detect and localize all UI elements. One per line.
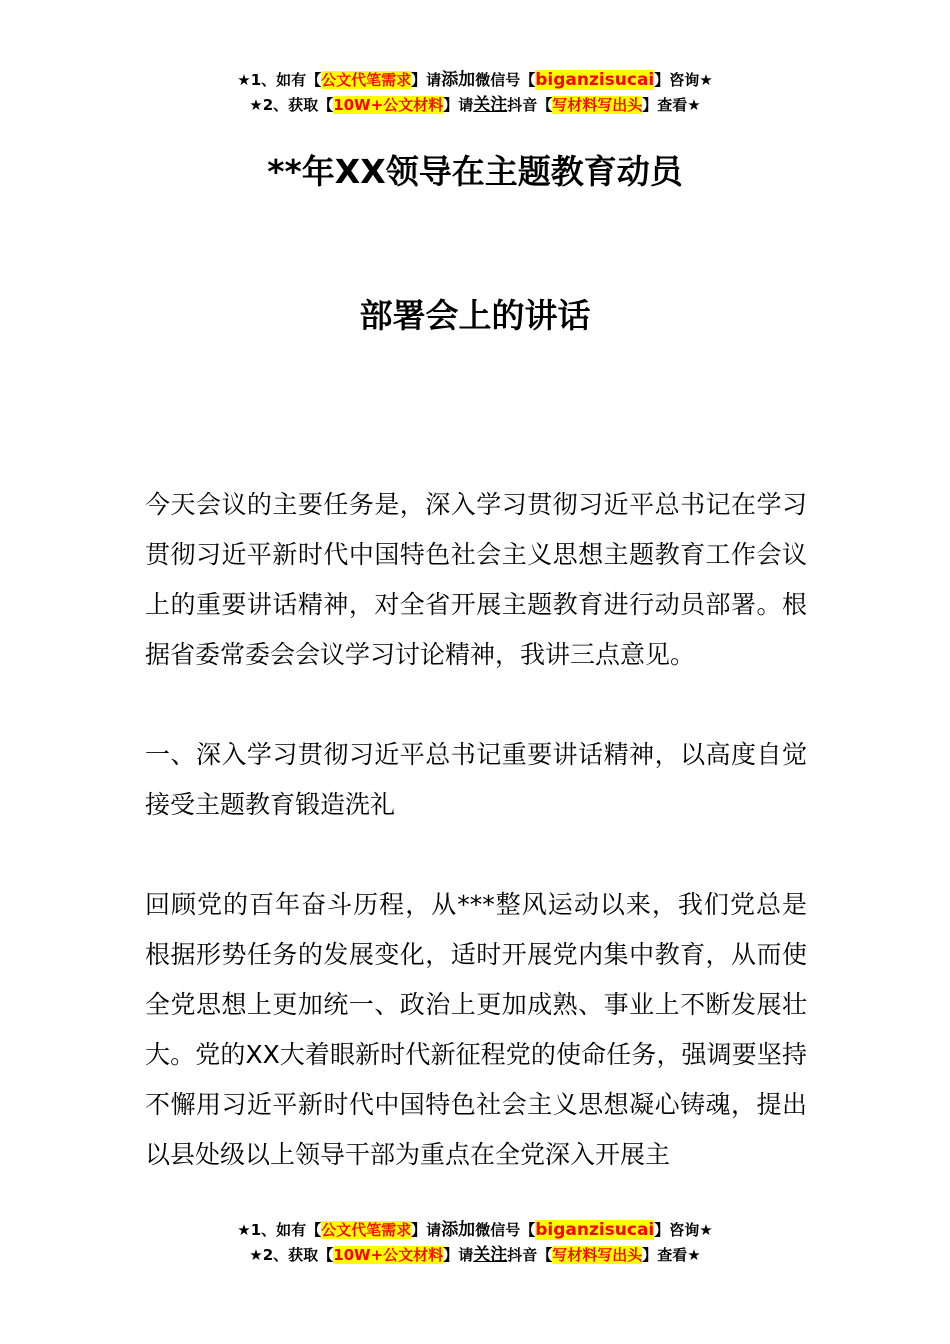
section-heading-1: 一、深入学习贯彻习近平总书记重要讲话精神，以高度自觉接受主题教育锻造洗礼	[145, 740, 807, 819]
banner-line-2	[0, 1243, 950, 1268]
banner-text: 微信号【	[475, 1221, 536, 1239]
banner-highlight: 10W+公文材料	[333, 96, 444, 114]
document-title-line-1: **年XX领导在主题教育动员	[267, 152, 683, 191]
banner-text: ★1、如有【	[237, 71, 322, 89]
document-title-line-2: 部署会上的讲话	[359, 296, 591, 335]
banner-text: 】请	[411, 71, 442, 89]
banner-highlight-douyin: 写材料写出头	[552, 96, 643, 114]
banner-line-1	[0, 68, 950, 93]
banner-line-2	[0, 93, 950, 118]
header-banner	[0, 68, 950, 118]
banner-text: 微信号【	[475, 71, 536, 89]
banner-text: ★2、获取【	[249, 96, 334, 114]
banner-text: 】请	[443, 1246, 474, 1264]
banner-text: 】查看★	[642, 96, 701, 114]
paragraph-history: 回顾党的百年奋斗历程，从***整风运动以来，我们党总是根据形势任务的发展变化，适时开展党内集中教育，从而使全党思想上更加统一、政治上更加成熟、事业上不断发展壮大。党的XX大着眼新时代新征程党的使命任务，强调要坚持不懈用习近平新时代中国特色社会主义思想凝心铸魂，提出以县处级以上领导干部为重点在全党深入开展主	[145, 890, 807, 1169]
banner-highlight-wechat-id: biganzisucai	[535, 70, 655, 90]
banner-text: 抖音【	[507, 96, 553, 114]
banner-text: 】请	[411, 1221, 442, 1239]
paragraph-intro: 今天会议的主要任务是，深入学习贯彻习近平总书记在学习贯彻习近平新时代中国特色社会主义思想主题教育工作会议上的重要讲话精神，对全省开展主题教育进行动员部署。根据省委常委会会议学习讨论精神，我讲三点意见。	[145, 490, 807, 669]
banner-emphasis: 关注	[473, 1245, 508, 1265]
banner-highlight-douyin: 写材料写出头	[552, 1246, 643, 1264]
banner-emphasis: 添加	[441, 70, 476, 90]
banner-highlight: 公文代笔需求	[321, 71, 412, 89]
banner-text: 】查看★	[642, 1246, 701, 1264]
banner-text: 抖音【	[507, 1246, 553, 1264]
banner-emphasis: 关注	[473, 95, 508, 115]
footer-banner	[0, 1218, 950, 1268]
banner-highlight: 公文代笔需求	[321, 1221, 412, 1239]
banner-text: ★1、如有【	[237, 1221, 322, 1239]
banner-emphasis: 添加	[441, 1220, 476, 1240]
banner-text: ★2、获取【	[249, 1246, 334, 1264]
banner-text: 】请	[443, 96, 474, 114]
banner-highlight-wechat-id: biganzisucai	[535, 1220, 655, 1240]
banner-text: 】咨询★	[654, 1221, 713, 1239]
banner-text: 】咨询★	[654, 71, 713, 89]
banner-highlight: 10W+公文材料	[333, 1246, 444, 1264]
banner-line-1	[0, 1218, 950, 1243]
